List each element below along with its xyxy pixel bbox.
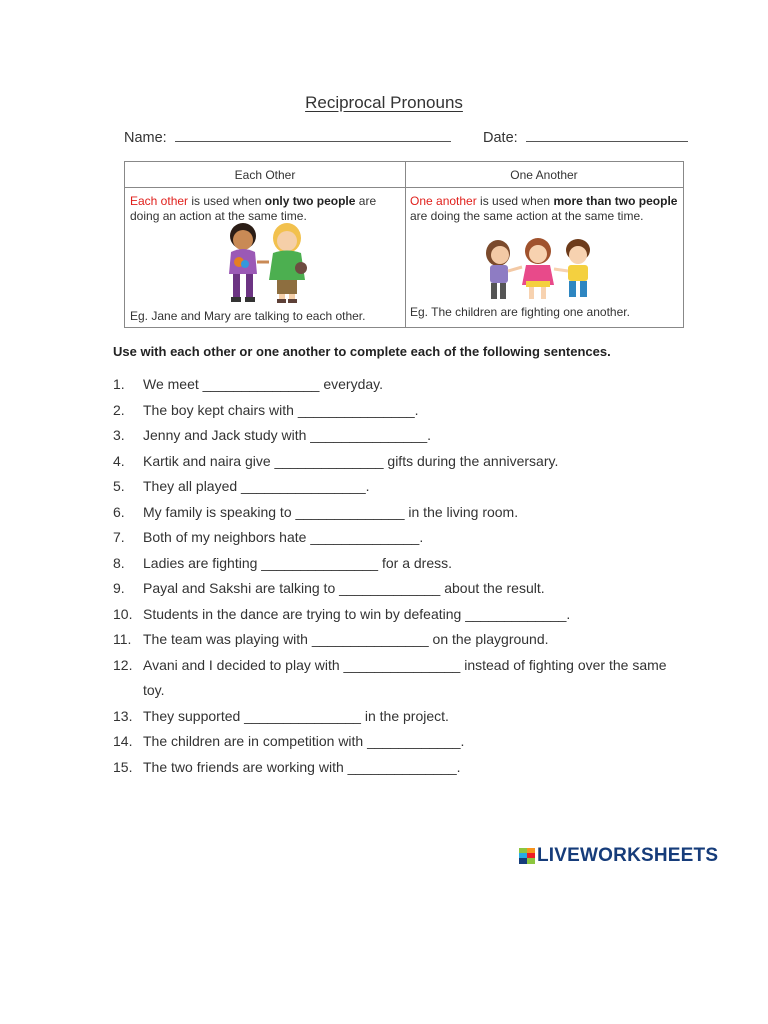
list-item[interactable]: 10. Students in the dance are trying to win by defeating _____________. [113,605,571,622]
name-blank-line[interactable] [175,129,451,142]
logo-block-green-2 [527,858,535,864]
logo-block-navy [519,858,527,864]
each-other-term: Each other [130,194,189,208]
list-item[interactable]: 1. We meet _______________ everyday. [113,376,383,392]
list-item[interactable]: 15. The two friends are working with ______________. [113,758,461,775]
each-other-example: Eg. Jane and Mary are talking to each other. [130,309,366,323]
liveworksheets-logo-text: LIVEWORKSHEETS [537,845,719,866]
table-header-one-another: One Another [405,162,683,188]
list-item[interactable]: 4. Kartik and naira give ______________ gifts during the anniversary. [113,452,559,469]
one-another-emphasis: more than two people [553,194,678,208]
list-item[interactable]: 12. Avani and I decided to play with _______________ instead of fighting over the same toy. [113,656,667,698]
list-item[interactable]: 8. Ladies are fighting _______________ for a dress. [113,554,453,571]
list-item[interactable]: 7. Both of my neighbors hate ______________. [113,529,424,545]
exercise-instruction: Use with each other or one another to complete each of the following sentences. [113,344,611,359]
two-girls-illustration [217,222,317,306]
date-label: Date: [483,130,518,146]
liveworksheets-logo [519,845,718,867]
date-blank-line[interactable] [526,129,688,142]
list-item[interactable]: 11. The team was playing with _______________ on the playground. [113,631,549,647]
list-item[interactable]: 9. Payal and Sakshi are talking to _____________ about the result. [113,580,545,596]
sentence-list [113,372,673,780]
liveworksheets-logo-icon [519,848,535,864]
each-other-description: Each other is used when only two people are doing an action at the same time. [130,194,377,223]
one-another-example: Eg. The children are fighting one another. [410,305,630,319]
one-another-description: One another is used when more than two people are doing the same action at the same time. [410,194,678,223]
list-item[interactable]: 3. Jenny and Jack study with _______________. [113,427,431,443]
date-field[interactable] [483,129,688,146]
reciprocal-pronouns-table [124,161,684,328]
list-item[interactable]: 5. They all played ________________. [113,478,370,494]
one-another-term: One another [410,194,477,208]
name-label: Name: [124,130,167,146]
list-item[interactable]: 6. My family is speaking to ______________ in the living room. [113,503,519,520]
each-other-emphasis: only two people [264,194,356,208]
name-field[interactable] [124,129,451,146]
list-item[interactable]: 14. The children are in competition with ____________. [113,733,465,749]
list-item[interactable]: 2. The boy kept chairs with _______________. [113,401,419,418]
three-children-illustration [478,237,598,303]
table-header-each-other: Each Other [125,162,405,188]
worksheet-title: Reciprocal Pronouns [305,93,463,112]
list-item[interactable]: 13. They supported _______________ in the project. [113,707,449,724]
